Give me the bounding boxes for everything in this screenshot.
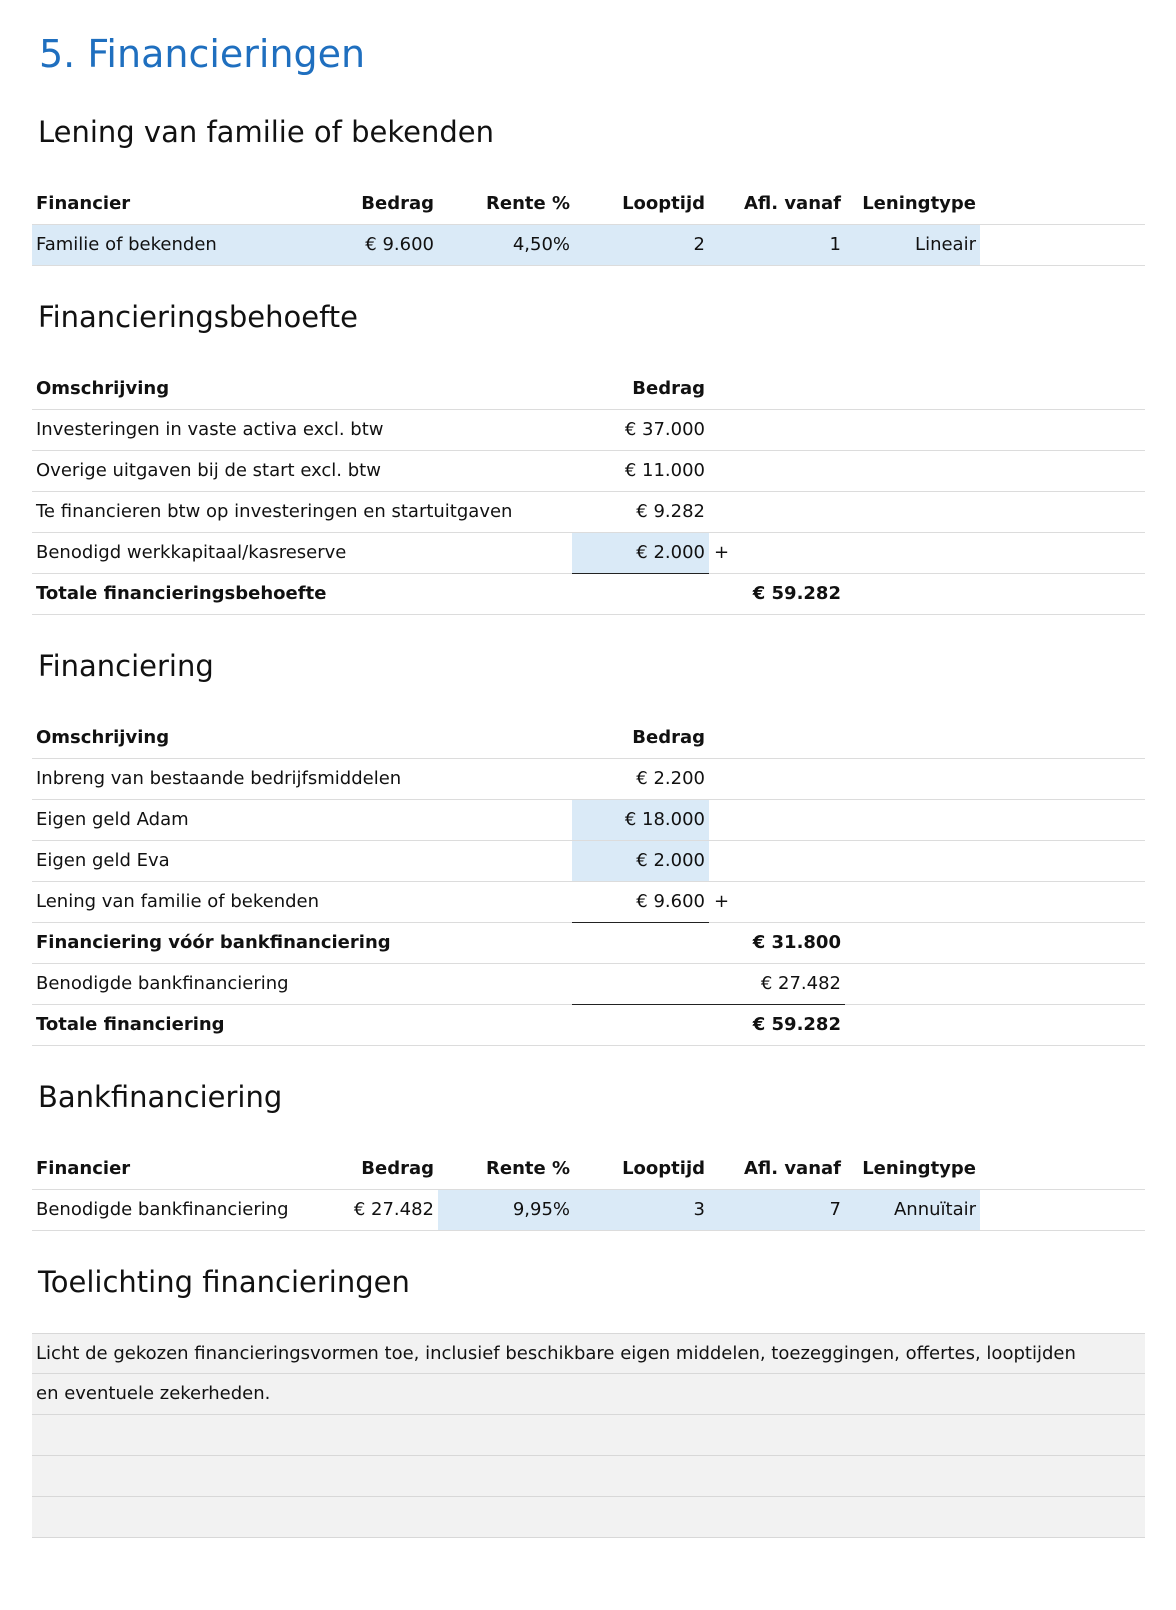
need-total-amount: € 59.282 — [752, 583, 841, 604]
section-title-financing: Financiering — [38, 649, 214, 683]
bank-loan-amount: € 27.482 — [353, 1199, 434, 1220]
header-term: Looptijd — [622, 193, 705, 214]
need-row-other-expenses — [32, 451, 1145, 492]
section-title-need: Financieringsbehoefte — [38, 300, 359, 334]
section-title-bank: Bankfinanciering — [38, 1080, 283, 1114]
notes-line-1[interactable] — [32, 1333, 1145, 1374]
need-header-row — [32, 369, 1145, 410]
page-title: 5. Financieringen — [39, 32, 366, 76]
financing-total-label: Totale financiering — [36, 1014, 225, 1035]
financing-total-row — [32, 1005, 1145, 1046]
financing-row-existing-assets — [32, 759, 1145, 800]
section-title-family-loan: Lening van familie of bekenden — [38, 115, 494, 149]
header-loan-type: Leningtype — [862, 1158, 976, 1179]
financing-subtotal-row — [32, 923, 1145, 964]
financing-row-family-loan — [32, 882, 1145, 923]
need-label: Te financieren btw op investeringen en startuitgaven — [36, 501, 513, 522]
header-financier: Financier — [36, 1158, 131, 1179]
notes-line-4[interactable] — [32, 1456, 1145, 1497]
financing-row-own-money-adam — [32, 800, 1145, 841]
family-loan-row — [32, 225, 1145, 266]
plus-sign: + — [714, 542, 730, 563]
financing-row-own-money-eva — [32, 841, 1145, 882]
financing-header-amount: Bedrag — [632, 727, 705, 748]
notes-line-5[interactable] — [32, 1497, 1145, 1538]
header-amount: Bedrag — [361, 1158, 434, 1179]
own-money-adam-input[interactable]: € 18.000 — [572, 800, 709, 840]
need-total-row — [32, 574, 1145, 615]
financing-total-amount: € 59.282 — [752, 1014, 841, 1035]
family-loan-term[interactable]: 2 — [574, 225, 709, 265]
bank-loan-repay-from[interactable]: 7 — [709, 1190, 845, 1230]
need-amount: € 11.000 — [624, 460, 705, 481]
need-row-working-capital — [32, 533, 1145, 574]
family-loan-header-row — [32, 184, 1145, 225]
working-capital-input[interactable]: € 2.000 — [572, 533, 709, 574]
header-interest: Rente % — [486, 193, 570, 214]
bank-loan-type[interactable]: Annuïtair — [845, 1190, 980, 1230]
need-amount: € 37.000 — [624, 419, 705, 440]
financing-bank-label: Benodigde bankfinanciering — [36, 973, 289, 994]
need-header-desc: Omschrijving — [36, 378, 170, 399]
financing-label: Lening van familie of bekenden — [36, 891, 320, 912]
need-header-amount: Bedrag — [632, 378, 705, 399]
header-repay-from: Afl. vanaf — [743, 193, 841, 214]
header-amount: Bedrag — [361, 193, 434, 214]
financing-header-desc: Omschrijving — [36, 727, 170, 748]
financing-label: Eigen geld Eva — [36, 850, 170, 871]
notes-text: Licht de gekozen financieringsvormen toe, inclusief beschikbare eigen middelen, toezeggingen, offertes, looptijden — [36, 1343, 1076, 1364]
header-loan-type: Leningtype — [862, 193, 976, 214]
financing-amount: € 9.600 — [572, 882, 709, 923]
financing-subtotal-label: Financiering vóór bankfinanciering — [36, 932, 391, 953]
family-loan-interest[interactable]: 4,50% — [438, 225, 574, 265]
section-title-notes: Toelichting financieringen — [38, 1265, 410, 1299]
notes-text: en eventuele zekerheden. — [36, 1383, 271, 1404]
need-label: Overige uitgaven bij de start excl. btw — [36, 460, 381, 481]
need-label: Investeringen in vaste activa excl. btw — [36, 419, 384, 440]
financing-label: Eigen geld Adam — [36, 809, 189, 830]
financing-label: Inbreng van bestaande bedrijfsmiddelen — [36, 768, 402, 789]
family-loan-type[interactable]: Lineair — [845, 225, 980, 265]
notes-line-2[interactable] — [32, 1374, 1145, 1415]
header-financier: Financier — [36, 193, 131, 214]
financing-bank-row — [32, 964, 1145, 1005]
family-loan-amount[interactable]: € 9.600 — [332, 225, 438, 265]
need-label: Benodigd werkkapitaal/kasreserve — [36, 542, 347, 563]
need-row-fixed-assets — [32, 410, 1145, 451]
header-repay-from: Afl. vanaf — [743, 1158, 841, 1179]
bank-loan-row — [32, 1190, 1145, 1231]
bank-loan-financier: Benodigde bankfinanciering — [36, 1199, 289, 1220]
financing-amount: € 2.200 — [636, 768, 705, 789]
financing-header-row — [32, 718, 1145, 759]
financing-subtotal-amount: € 31.800 — [752, 932, 841, 953]
need-total-label: Totale financieringsbehoefte — [36, 583, 327, 604]
header-interest: Rente % — [486, 1158, 570, 1179]
need-amount: € 9.282 — [636, 501, 705, 522]
need-row-vat — [32, 492, 1145, 533]
notes-line-3[interactable] — [32, 1415, 1145, 1456]
family-loan-repay-from[interactable]: 1 — [709, 225, 845, 265]
family-loan-financier[interactable]: Familie of bekenden — [32, 225, 332, 265]
bank-loan-interest[interactable]: 9,95% — [438, 1190, 574, 1230]
header-term: Looptijd — [622, 1158, 705, 1179]
own-money-eva-input[interactable]: € 2.000 — [572, 841, 709, 881]
plus-sign: + — [714, 891, 730, 912]
financing-bank-amount: € 27.482 — [572, 964, 845, 1005]
bank-header-row — [32, 1149, 1145, 1190]
bank-loan-term[interactable]: 3 — [574, 1190, 709, 1230]
